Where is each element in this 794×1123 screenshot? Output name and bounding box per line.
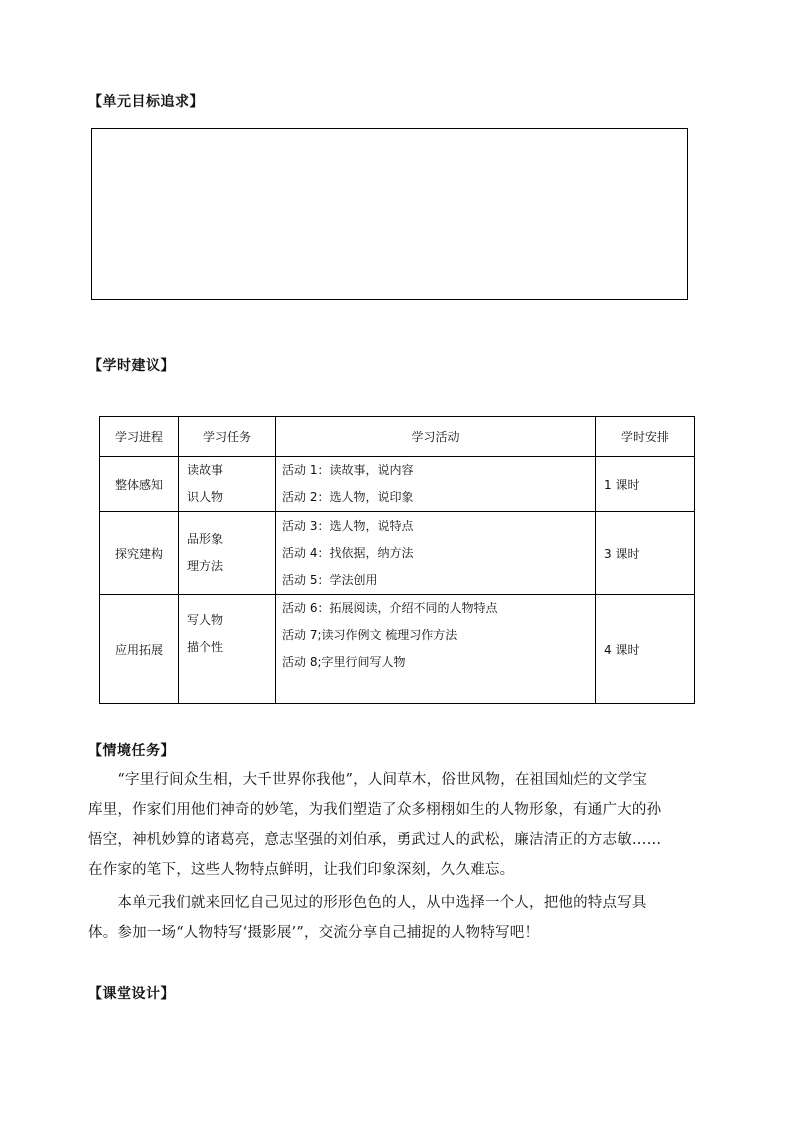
table-header-row (100, 417, 695, 457)
unit-goals-box (91, 128, 688, 300)
task-line: 品形象 (187, 532, 224, 546)
paragraph-line: 本单元我们就来回忆自己见过的形形色色的人，从中选择一个人，把他的特点写具 (88, 895, 647, 911)
task-line: 写人物 (187, 613, 224, 627)
header-task: 学习任务 (179, 417, 276, 457)
activity-line: 活动 8;字里行间写人物 (282, 655, 406, 669)
activity-line: 活动 7;读习作例文 梳理习作方法 (282, 628, 458, 642)
activity-line: 活动 4：找依据，纳方法 (282, 545, 414, 560)
task-line: 理方法 (187, 559, 224, 573)
activity-line: 活动 1：读故事，说内容 (282, 463, 414, 477)
schedule-table (99, 416, 695, 704)
activity-line: 活动 2：选人物，说印象 (282, 490, 414, 504)
activity-line: 活动 5：学法创用 (282, 572, 378, 587)
row-time: 4 课时 (596, 595, 695, 704)
situation-heading: 【情境任务】 (88, 743, 175, 759)
paragraph-line: 悟空，神机妙算的诸葛亮，意志坚强的刘伯承，勇武过人的武松，廉洁清正的方志敏…… (88, 832, 662, 848)
schedule-heading: 【学时建议】 (88, 358, 175, 374)
task-line: 识人物 (187, 490, 224, 504)
row-activities (276, 512, 596, 595)
task-line: 读故事 (187, 463, 224, 477)
paragraph-line: 体。参加一场“人物特写‘摄影展’”，交流分享自己捕捉的人物特写吧！ (88, 925, 540, 941)
class-design-heading: 【课堂设计】 (88, 986, 175, 1002)
paragraph-line: 库里，作家们用他们神奇的妙笔，为我们塑造了众多栩栩如生的人物形象，有通广大的孙 (88, 802, 662, 818)
row-tasks (179, 595, 276, 704)
row-time: 3 课时 (596, 512, 695, 595)
row-activities (276, 595, 596, 704)
task-line: 描个性 (187, 640, 224, 654)
situation-paragraph-1 (88, 765, 708, 885)
paragraph-line: 在作家的笔下，这些人物特点鲜明，让我们印象深刻，久久难忘。 (88, 862, 515, 878)
row-stage: 应用拓展 (100, 595, 179, 704)
row-stage: 整体感知 (100, 457, 179, 512)
header-activity: 学习活动 (276, 417, 596, 457)
table-row (100, 595, 695, 704)
header-stage: 学习进程 (100, 417, 179, 457)
table-row (100, 457, 695, 512)
header-time: 学时安排 (596, 417, 695, 457)
row-tasks (179, 512, 276, 595)
activity-line: 活动 6：拓展阅读，介绍不同的人物特点 (282, 601, 498, 615)
table-row (100, 512, 695, 595)
row-tasks (179, 457, 276, 512)
situation-paragraph-2 (88, 888, 708, 948)
row-time: 1 课时 (596, 457, 695, 512)
row-activities (276, 457, 596, 512)
unit-goals-heading: 【单元目标追求】 (88, 94, 204, 110)
row-stage: 探究建构 (100, 512, 179, 595)
paragraph-line: “字里行间众生相，大千世界你我他”，人间草木，俗世风物，在祖国灿烂的文学宝 (88, 772, 648, 788)
activity-line: 活动 3：选人物，说特点 (282, 518, 414, 533)
